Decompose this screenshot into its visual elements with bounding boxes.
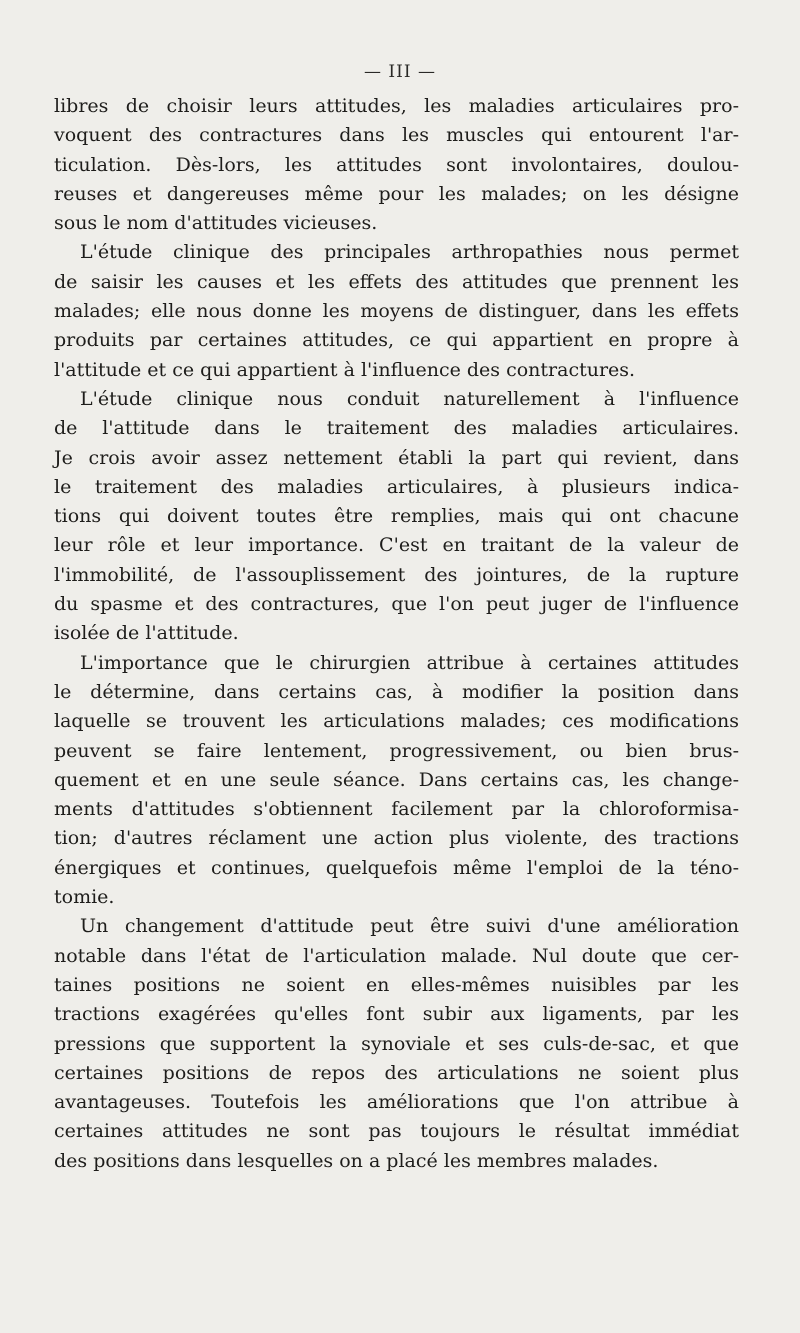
text-line: sous le nom d'attitudes vicieuses. <box>54 212 378 235</box>
text-line: avantageuses. Toutefois les améliorations que l'on attribue à <box>54 1091 739 1114</box>
text-line: certaines attitudes ne sont pas toujours le résultat immédiat <box>54 1120 739 1143</box>
text-line: quement et en une seule séance. Dans certains cas, les change- <box>54 768 739 791</box>
text-line: reuses et dangereuses même pour les malades; on les désigne <box>54 182 739 205</box>
paragraph <box>54 385 739 649</box>
text-line: Un changement d'attitude peut être suivi d'une amélioration <box>80 915 739 938</box>
text-line: le traitement des maladies articulaires, à plusieurs indica- <box>54 475 739 498</box>
text-line: l'immobilité, de l'assouplissement des jointures, de la rupture <box>54 563 739 586</box>
paragraph <box>54 238 739 384</box>
text-line: certaines positions de repos des articulations ne soient plus <box>54 1061 739 1084</box>
paragraph <box>54 92 739 238</box>
text-line: L'importance que le chirurgien attribue à certaines attitudes <box>80 651 739 674</box>
text-line: le détermine, dans certains cas, à modifier la position dans <box>54 680 739 703</box>
text-line: de saisir les causes et les effets des attitudes que prennent les <box>54 270 739 293</box>
text-line: tions qui doivent toutes être remplies, mais qui ont chacune <box>54 505 739 528</box>
text-line: voquent des contractures dans les muscles qui entourent l'ar- <box>54 124 739 147</box>
text-line: tion; d'autres réclament une action plus violente, des tractions <box>54 827 739 850</box>
text-line: malades; elle nous donne les moyens de distinguer, dans les effets <box>54 300 739 323</box>
text-line: isolée de l'attitude. <box>54 622 239 645</box>
text-line: ments d'attitudes s'obtiennent facilement par la chloroformisa- <box>54 798 739 821</box>
text-line: l'attitude et ce qui appartient à l'influence des contractures. <box>54 358 636 381</box>
text-line: des positions dans lesquelles on a placé les membres malades. <box>54 1149 659 1172</box>
text-line: libres de choisir leurs attitudes, les maladies articulaires pro- <box>54 95 739 117</box>
text-line: Je crois avoir assez nettement établi la part qui revient, dans <box>54 446 739 469</box>
text-line: ticulation. Dès-lors, les attitudes sont involontaires, doulou- <box>54 153 739 176</box>
text-line: tractions exagérées qu'elles font subir aux ligaments, par les <box>54 1003 739 1026</box>
page-number: — III — <box>364 62 436 82</box>
paragraph <box>54 912 739 1176</box>
text-line: énergiques et continues, quelquefois même l'emploi de la téno- <box>54 856 739 879</box>
text-line: peuvent se faire lentement, progressivement, ou bien brus- <box>54 739 739 762</box>
text-line: taines positions ne soient en elles-mêmes nuisibles par les <box>54 973 739 996</box>
text-line: produits par certaines attitudes, ce qui appartient en propre à <box>54 329 739 352</box>
paragraph <box>54 649 739 913</box>
text-line: notable dans l'état de l'articulation malade. Nul doute que cer- <box>54 944 739 967</box>
text-line: leur rôle et leur importance. C'est en traitant de la valeur de <box>54 534 739 557</box>
text-line: de l'attitude dans le traitement des maladies articulaires. <box>54 417 739 440</box>
text-line: tomie. <box>54 886 115 909</box>
text-line: pressions que supportent la synoviale et ses culs-de-sac, et que <box>54 1032 739 1055</box>
text-line: du spasme et des contractures, que l'on peut juger de l'influence <box>54 593 739 616</box>
text-line: L'étude clinique nous conduit naturellement à l'influence <box>80 387 739 410</box>
text-line: L'étude clinique des principales arthropathies nous permet <box>80 241 739 264</box>
text-line: laquelle se trouvent les articulations malades; ces modifications <box>54 710 739 733</box>
body-text <box>54 92 739 1176</box>
